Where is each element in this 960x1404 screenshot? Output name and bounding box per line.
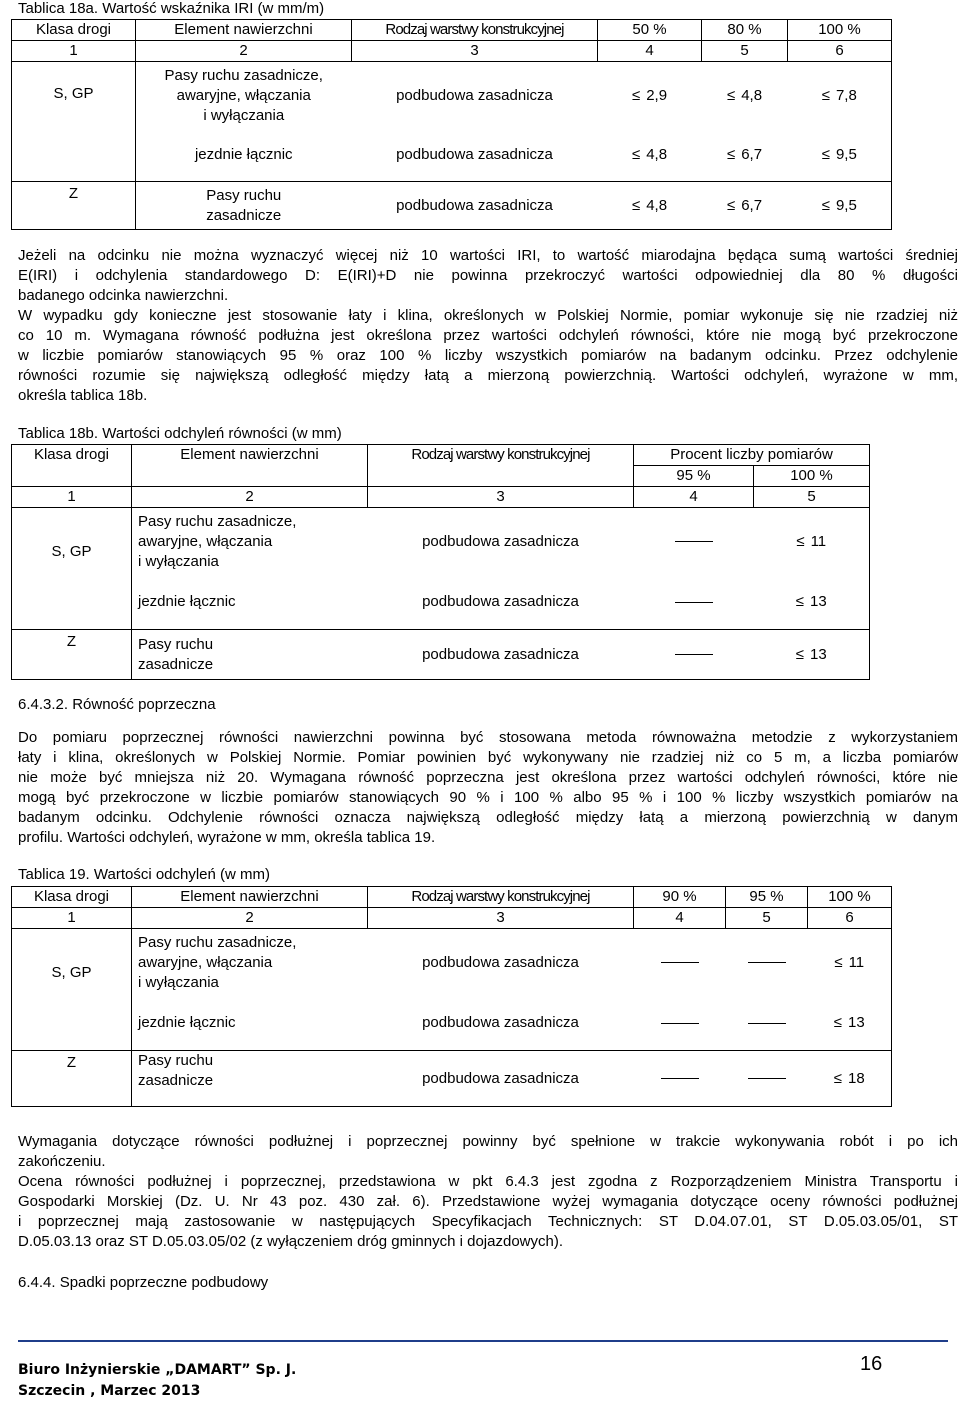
element-line: Pasy ruchu zasadnicze, — [164, 66, 323, 84]
rodzaj-cell: podbudowa zasadnicza — [352, 62, 598, 130]
value: 9,5 — [835, 196, 857, 214]
element-line: i wyłączania — [138, 973, 219, 991]
text-line: profilu. Wartości odchyleń, wyrażone w mm, określa tablica 19. — [18, 829, 436, 846]
table-18a — [11, 19, 892, 230]
less-equal-icon: ≤ — [631, 146, 641, 164]
text-line: zakończeniu. — [18, 1153, 106, 1170]
section-heading-6432: 6.4.3.2. Równość poprzeczna — [18, 696, 216, 713]
paragraph-wymagania — [18, 1132, 958, 1172]
value-cell — [598, 130, 702, 182]
less-equal-icon: ≤ — [834, 953, 843, 971]
element-line: i wyłączania — [138, 552, 219, 570]
text-line: i poprzecznej mają zastosowanie w następujących Specyfikacjach Technicznych: ST D.04.07.01, ST D.05.03.05/01, ST — [18, 1213, 958, 1230]
header-cell: Klasa drogi — [12, 445, 132, 487]
less-equal-icon: ≤ — [821, 146, 830, 164]
table-number-row — [12, 487, 870, 508]
less-equal-icon: ≤ — [795, 645, 805, 663]
value-cell — [702, 130, 788, 182]
value-cell — [788, 130, 892, 182]
column-number: 3 — [368, 908, 634, 929]
value: 11 — [848, 953, 865, 971]
header-cell: Klasa drogi — [12, 887, 132, 908]
table-row — [12, 1051, 892, 1107]
table-19-caption: Tablica 19. Wartości odchyleń (w mm) — [18, 866, 271, 883]
value-cell — [634, 630, 754, 680]
rodzaj-cell: podbudowa zasadnicza — [368, 508, 634, 576]
header-cell: Rodzaj warstwy konstrukcyjnej — [368, 887, 634, 908]
less-equal-icon: ≤ — [726, 146, 736, 164]
value-cell — [788, 62, 892, 130]
value-cell — [726, 997, 808, 1051]
dash-icon — [661, 1078, 699, 1079]
table-row — [12, 929, 892, 997]
column-number: 6 — [788, 41, 892, 62]
column-number: 2 — [132, 487, 368, 508]
table-number-row — [12, 41, 892, 62]
less-equal-icon: ≤ — [726, 86, 736, 104]
column-number: 2 — [136, 41, 352, 62]
value: 4,8 — [646, 196, 668, 214]
table-row — [12, 182, 892, 230]
column-number: 5 — [726, 908, 808, 929]
element-cell: jezdnie łącznic — [132, 576, 368, 630]
value-cell — [726, 929, 808, 997]
klasa-cell: S, GP — [12, 508, 132, 630]
less-equal-icon: ≤ — [796, 532, 805, 550]
rodzaj-cell: podbudowa zasadnicza — [368, 576, 634, 630]
value: 4,8 — [741, 86, 763, 104]
text-line: badanego odcinka nawierzchni. — [18, 287, 229, 304]
value: 18 — [848, 1069, 865, 1087]
value-cell — [702, 62, 788, 130]
value: 11 — [810, 532, 827, 550]
klasa-cell: Z — [12, 1051, 132, 1107]
rodzaj-cell: podbudowa zasadnicza — [352, 130, 598, 182]
footer-company: Biuro Inżynierskie „DAMART” Sp. J. — [18, 1362, 297, 1378]
table-18b-caption: Tablica 18b. Wartości odchyleń równości (w mm) — [18, 425, 342, 442]
dash-icon — [748, 1078, 786, 1079]
table-row — [12, 508, 870, 576]
header-cell: Rodzaj warstwy konstrukcyjnej — [352, 20, 598, 41]
value: 6,7 — [741, 196, 763, 214]
value: 13 — [810, 593, 827, 611]
value: 7,8 — [835, 86, 857, 104]
table-19 — [11, 886, 892, 1107]
table-header-row — [12, 887, 892, 908]
column-number: 4 — [634, 487, 754, 508]
header-cell: 100 % — [808, 887, 892, 908]
less-equal-icon: ≤ — [631, 196, 641, 214]
less-equal-icon: ≤ — [821, 86, 830, 104]
text-line: Jeżeli na odcinku nie można wyznaczyć więcej niż 10 wartości IRI, to wartość miarodajna będąca sumą wartości średniej — [18, 247, 958, 264]
value-cell — [634, 929, 726, 997]
table-header-row — [12, 445, 870, 466]
paragraph-lata-klin — [18, 306, 958, 406]
page-number: 16 — [860, 1353, 883, 1375]
text-line: co 10 m. Wymagana równość podłużna jest określona przez wartości odchyleń równości, które nie mogą być przekroczone — [18, 327, 958, 344]
value-cell — [634, 508, 754, 576]
column-number: 2 — [132, 908, 368, 929]
dash-icon — [675, 541, 713, 542]
table-row — [12, 630, 870, 680]
header-cell: Element nawierzchni — [136, 20, 352, 41]
column-number: 4 — [634, 908, 726, 929]
header-cell: Klasa drogi — [12, 20, 136, 41]
value-cell — [634, 1051, 726, 1107]
paragraph-ocena — [18, 1172, 958, 1252]
less-equal-icon: ≤ — [821, 196, 830, 214]
element-line: Pasy ruchu — [138, 635, 214, 653]
element-line: zasadnicze — [206, 206, 282, 224]
element-line: awaryjne, włączania — [176, 86, 311, 104]
element-cell — [132, 630, 368, 680]
element-line: awaryjne, włączania — [138, 532, 273, 550]
value: 9,5 — [835, 146, 857, 164]
value-cell — [634, 997, 726, 1051]
rodzaj-cell: podbudowa zasadnicza — [368, 630, 634, 680]
table-18b — [11, 444, 870, 680]
subheader-cell: 100 % — [754, 466, 870, 487]
table-row — [12, 130, 892, 182]
value: 13 — [848, 1014, 865, 1032]
value-cell — [754, 630, 870, 680]
less-equal-icon: ≤ — [833, 1014, 843, 1032]
header-cell: Procent liczby pomiarów — [634, 445, 870, 466]
element-cell — [136, 182, 352, 230]
element-cell: jezdnie łącznic — [132, 997, 368, 1051]
element-cell: jezdnie łącznic — [136, 130, 352, 182]
table-row — [12, 62, 892, 130]
header-cell: 80 % — [702, 20, 788, 41]
element-cell — [136, 62, 352, 130]
dash-icon — [661, 962, 699, 963]
paragraph-rownosc-poprzeczna — [18, 728, 958, 848]
column-number: 4 — [598, 41, 702, 62]
value-cell — [598, 182, 702, 230]
dash-icon — [748, 1023, 786, 1024]
less-equal-icon: ≤ — [631, 86, 641, 104]
value-cell — [808, 1051, 892, 1107]
header-cell: Rodzaj warstwy konstrukcyjnej — [368, 445, 634, 487]
element-line: awaryjne, włączania — [138, 953, 273, 971]
column-number: 1 — [12, 487, 132, 508]
table-number-row — [12, 908, 892, 929]
less-equal-icon: ≤ — [833, 1069, 843, 1087]
value-cell — [634, 576, 754, 630]
text-line: Gospodarki Morskiej (Dz. U. Nr 43 poz. 430 zał. 6). Przedstawione wyżej wymagania dotyczące oceny równości podłużnej — [18, 1193, 958, 1210]
element-cell — [132, 929, 368, 997]
column-number: 3 — [352, 41, 598, 62]
element-cell — [132, 508, 368, 576]
value-cell — [808, 929, 892, 997]
column-number: 1 — [12, 908, 132, 929]
element-line: zasadnicze — [138, 655, 214, 673]
table-18a-caption: Tablica 18a. Wartość wskaźnika IRI (w mm/m) — [18, 0, 325, 17]
value: 13 — [810, 645, 827, 663]
dash-icon — [748, 962, 786, 963]
element-line: zasadnicze — [138, 1072, 214, 1089]
klasa-cell: S, GP — [12, 62, 136, 182]
dash-icon — [675, 602, 713, 603]
text-line: określa tablica 18b. — [18, 387, 148, 404]
column-number: 5 — [754, 487, 870, 508]
value-cell — [754, 576, 870, 630]
less-equal-icon: ≤ — [726, 196, 736, 214]
header-cell: 100 % — [788, 20, 892, 41]
element-line: Pasy ruchu zasadnicze, — [138, 512, 297, 530]
column-number: 5 — [702, 41, 788, 62]
dash-icon — [675, 654, 713, 655]
text-line: badanym odcinku. Odchylenie równości oznacza największą odległość między łatą a mierzoną powierzchnią w danym — [18, 809, 958, 826]
column-number: 6 — [808, 908, 892, 929]
text-line: D.05.03.13 oraz ST D.05.03.05/02 (z wyłączeniem dróg gminnych i dojazdowych). — [18, 1233, 564, 1250]
element-cell — [132, 1051, 368, 1107]
text-line: Ocena równości podłużnej i poprzecznej, przedstawiona w pkt 6.4.3 jest zgodna z Rozporządzeniem Ministra Transportu i — [18, 1173, 958, 1190]
header-cell: Element nawierzchni — [132, 887, 368, 908]
value-cell — [788, 182, 892, 230]
rodzaj-cell: podbudowa zasadnicza — [368, 929, 634, 997]
rodzaj-cell: podbudowa zasadnicza — [368, 1051, 634, 1107]
text-line: łaty i klina, określonych w Polskiej Normie. Pomiar powinien być wykonywany nie rzadziej niż co 5 m, a liczba pomiarów — [18, 749, 958, 766]
header-cell: 95 % — [726, 887, 808, 908]
column-number: 1 — [12, 41, 136, 62]
value-cell — [754, 508, 870, 576]
rodzaj-cell: podbudowa zasadnicza — [352, 182, 598, 230]
value-cell — [702, 182, 788, 230]
text-line: W wypadku gdy konieczne jest stosowanie łaty i klina, określonych w Polskiej Normie, pomiar wykonuje się nie rzadziej niż — [18, 307, 958, 324]
dash-icon — [661, 1023, 699, 1024]
rodzaj-cell: podbudowa zasadnicza — [368, 997, 634, 1051]
paragraph-iri-average — [18, 246, 958, 306]
klasa-cell: Z — [12, 630, 132, 680]
value: 4,8 — [646, 146, 668, 164]
text-line: w liczbie pomiarów stanowiących 95 % oraz 100 % liczby wszystkich pomiarów na badanym odcinku. Przez odchylenie — [18, 347, 958, 364]
less-equal-icon: ≤ — [795, 593, 805, 611]
table-header-row — [12, 20, 892, 41]
value-cell — [808, 997, 892, 1051]
element-line: i wyłączania — [203, 106, 285, 124]
text-line: nie może być mniejsza niż 20. Wymagana równość poprzeczna jest określona przez wartości odchyleń równości, które nie — [18, 769, 958, 786]
footer-place-date: Szczecin , Marzec 2013 — [18, 1383, 201, 1399]
text-line: E(IRI) i odchylenia standardowego D: E(IRI)+D nie powinna przekroczyć wartości odpowiedniej dla 80 % długości — [18, 267, 958, 284]
element-line: Pasy ruchu — [138, 1052, 214, 1069]
header-cell: Element nawierzchni — [132, 445, 368, 487]
element-line: Pasy ruchu zasadnicze, — [138, 933, 297, 951]
text-line: Wymagania dotyczące równości podłużnej i poprzecznej powinny być spełnione w trakcie wykonywania robót i po ich — [18, 1133, 958, 1150]
table-row — [12, 997, 892, 1051]
footer-rule — [18, 1340, 948, 1342]
value: 2,9 — [646, 86, 668, 104]
value-cell — [726, 1051, 808, 1107]
text-line: Do pomiaru poprzecznej równości nawierzchni powinna być stosowana metoda równoważna metodzie z wykorzystaniem — [18, 729, 958, 746]
value-cell — [598, 62, 702, 130]
section-heading-644: 6.4.4. Spadki poprzeczne podbudowy — [18, 1274, 269, 1291]
text-line: mogą być przekroczone w liczbie pomiarów stanowiących 90 % i 100 % albo 95 % i 100 % liczby wszystkich pomiarów na — [18, 789, 958, 806]
text-line: równości rozumie się największą odległość między łatą a mierzoną powierzchnią. Wartości odchyleń, wyrażone w mm, — [18, 367, 958, 384]
table-row — [12, 576, 870, 630]
subheader-cell: 95 % — [634, 466, 754, 487]
klasa-cell: Z — [12, 182, 136, 230]
klasa-cell: S, GP — [12, 929, 132, 1051]
header-cell: 90 % — [634, 887, 726, 908]
value: 6,7 — [741, 146, 763, 164]
header-cell: 50 % — [598, 20, 702, 41]
column-number: 3 — [368, 487, 634, 508]
element-line: Pasy ruchu — [206, 186, 282, 204]
